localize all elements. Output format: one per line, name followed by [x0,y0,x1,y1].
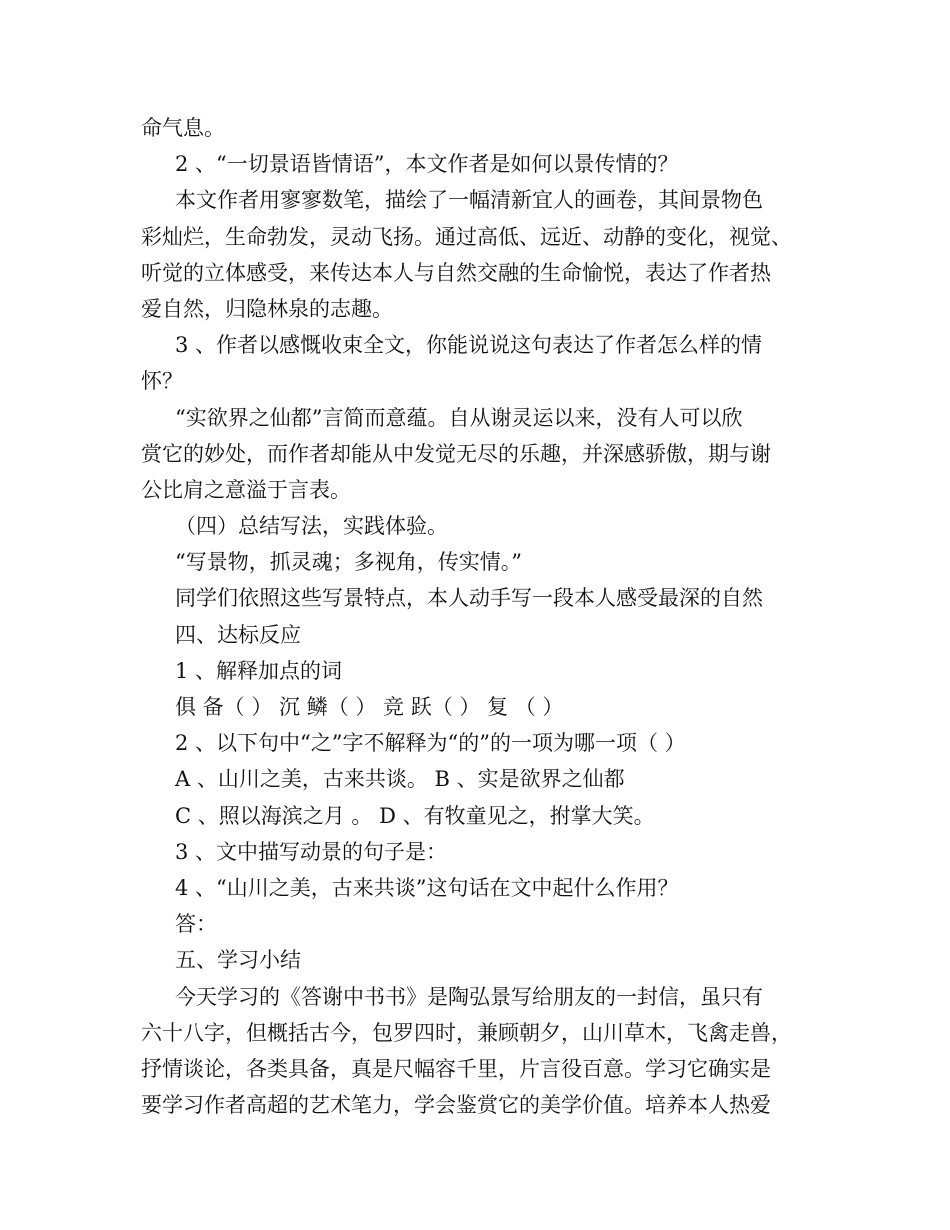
section-heading: 五、学习小结 [175,948,301,973]
answer-2-line: 爱自然，归隐林泉的志趣。 [141,296,393,321]
exercise-2: 2 、以下句中“之”字不解释为“的”的一项为哪一项（ ） [175,731,686,756]
summary-line: 六十八字，但概括古今，包罗四时，兼顾朝夕，山川草木，飞禽走兽， [141,1020,792,1045]
summary-line: 今天学习的《答谢中书书》是陶弘景写给朋友的一封信，虽只有 [175,984,763,1009]
question-2: 2 、“一切景语皆情语”，本文作者是如何以景传情的？ [175,152,679,177]
exercise-3: 3 、文中描写动景的句子是： [175,839,448,864]
answer-3-line: 公比肩之意溢于言表。 [141,477,351,502]
document-body [141,110,821,1123]
exercise-2-options: C 、照以海滨之月 。 D 、有牧童见之，拊掌大笑。 [175,803,655,828]
exercise-4: 4 、“山川之美，古来共谈”这句话在文中起什么作用？ [175,875,679,900]
summary-line: 抒情谈论，各类具备，真是尺幅容千里，片言役百意。学习它确实是 [141,1056,771,1081]
text-line: 命气息。 [141,116,225,140]
exercise-1: 1 、解释加点的词 [175,658,343,683]
text-line: “写景物，抓灵魂；多视角，传实情。” [175,550,522,575]
section-heading: （四）总结写法，实践体验。 [175,514,448,539]
question-3-line: 怀？ [141,369,183,394]
exercise-1-items: 俱 备（ ） 沉 鳞（ ） 竞 跃（ ） 复 （ ） [175,695,564,719]
answer-2-line: 彩灿烂，生命勃发，灵动飞扬。通过高低、远近、动静的变化，视觉、 [141,224,792,249]
answer-2-line: 本文作者用寥寥数笔，描绘了一幅清新宜人的画卷，其间景物色 [175,188,763,213]
answer-3-line: “实欲界之仙都”言简而意蕴。自从谢灵运以来，没有人可以欣 [175,405,743,430]
text-line: 同学们依照这些写景特点，本人动手写一段本人感受最深的自然 [175,586,763,611]
answer-label: 答： [175,912,217,937]
section-heading: 四、达标反应 [175,622,301,647]
exercise-2-options: A 、山川之美，古来共谈。 B 、实是欲界之仙都 [175,767,625,792]
answer-2-line: 听觉的立体感受，来传达本人与自然交融的生命愉悦，表达了作者热 [141,260,771,285]
answer-3-line: 赏它的妙处，而作者却能从中发觉无尽的乐趣，并深感骄傲，期与谢 [141,441,771,466]
question-3: 3 、作者以感慨收束全文，你能说说这句表达了作者怎么样的情 [175,333,763,358]
summary-line: 要学习作者高超的艺术笔力，学会鉴赏它的美学价值。培养本人热爱 [141,1093,771,1118]
